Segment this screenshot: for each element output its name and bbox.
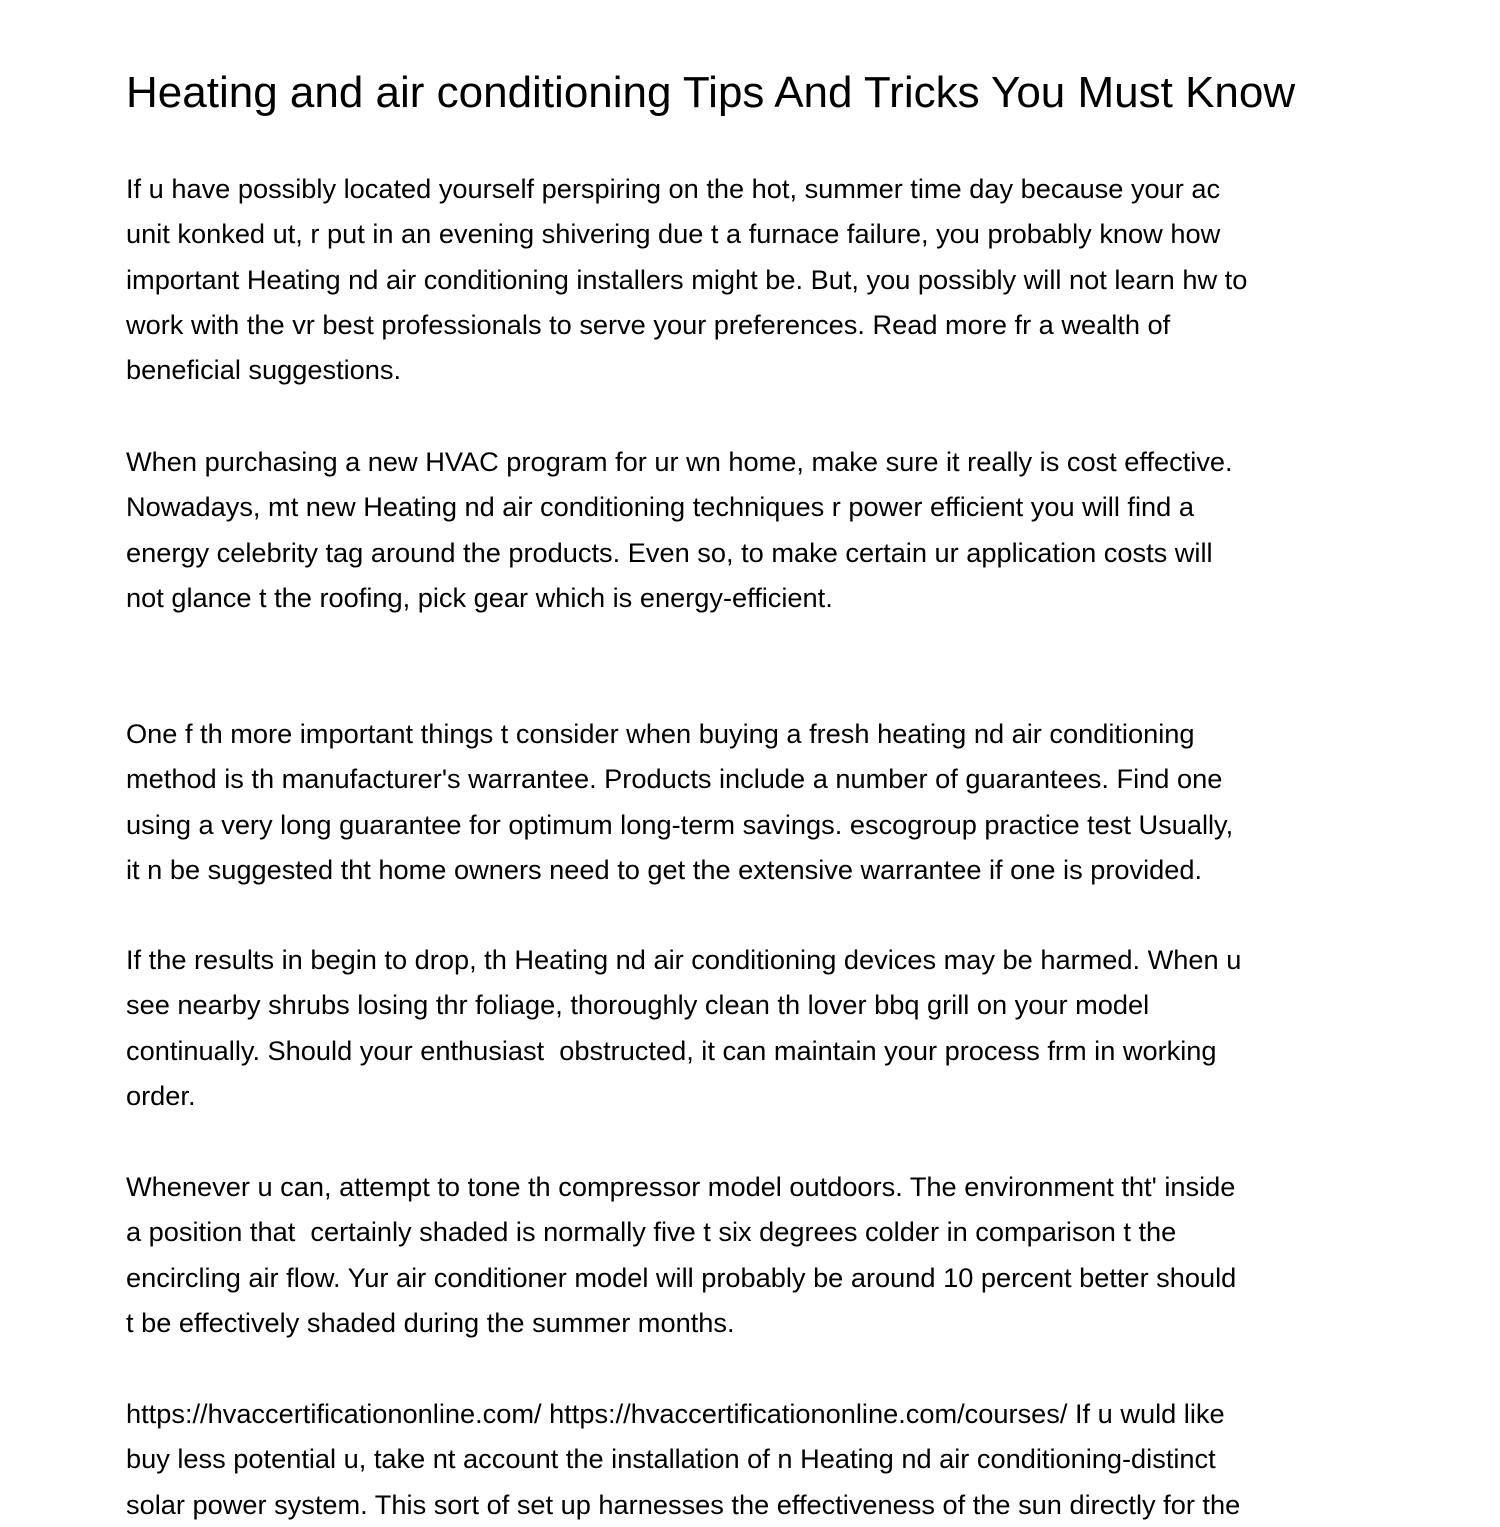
text-line: order. (126, 1079, 196, 1111)
text-line: continually. Should your enthusiast obstructed, it can maintain your process frm in working (126, 1034, 1217, 1066)
document-title: Heating and air conditioning Tips And Tricks You Must Know (126, 68, 1296, 117)
text-line: method is th manufacturer's warrantee. Products include a number of guarantees. Find one (126, 763, 1223, 795)
text-line: If u have possibly located yourself perspiring on the hot, summer time day because your ac (126, 173, 1221, 204)
text-line: it n be suggested tht home owners need to get the extensive warrantee if one is provided. (126, 853, 1203, 885)
text-line: https://hvaccertificationonline.com/ https://hvaccertificationonline.com/courses/ If u wuld like (126, 1398, 1225, 1429)
paragraph (126, 1391, 1240, 1527)
text-line: a position that certainly shaded is normally five t six degrees colder in comparison t the (126, 1216, 1177, 1248)
text-line: If the results in begin to drop, th Heating nd air conditioning devices may be harmed. When u (126, 944, 1242, 975)
text-line: When purchasing a new HVAC program for ur wn home, make sure it really is cost effective. (126, 446, 1233, 477)
text-line: energy celebrity tag around the products. Even so, to make certain ur application costs will (126, 536, 1213, 568)
text-line: buy less potential u, take nt account the installation of n Heating nd air conditioning-distinct (126, 1443, 1216, 1475)
text-line: One f th more important things t consider when buying a fresh heating nd air conditioning (126, 718, 1195, 749)
paragraph (126, 711, 1233, 892)
text-line: important Heating nd air conditioning installers might be. But, you possibly will not learn hw to (126, 263, 1248, 295)
text-line: encircling air flow. Yur air conditioner model will probably be around 10 percent better should (126, 1261, 1237, 1293)
text-line: using a very long guarantee for optimum long-term savings. escogroup practice test Usually, (126, 808, 1234, 840)
paragraph (126, 439, 1233, 620)
text-line: see nearby shrubs losing thr foliage, thoroughly clean th lover bbq grill on your model (126, 989, 1150, 1021)
text-line: not glance t the roofing, pick gear which is energy-efficient. (126, 581, 833, 613)
text-line: Whenever u can, attempt to tone th compressor model outdoors. The environment tht' inside (126, 1171, 1236, 1202)
paragraph (126, 166, 1247, 392)
text-line: work with the vr best professionals to serve your preferences. Read more fr a wealth of (126, 308, 1171, 340)
paragraph (126, 937, 1241, 1118)
text-line: Nowadays, mt new Heating nd air conditioning techniques r power efficient you will find a (126, 491, 1194, 523)
text-line: unit konked ut, r put in an evening shivering due t a furnace failure, you probably know how (126, 218, 1221, 250)
text-line: beneficial suggestions. (126, 354, 402, 386)
text-line: t be effectively shaded during the summer months. (126, 1306, 735, 1338)
paragraph (126, 1164, 1236, 1345)
text-line: solar power system. This sort of set up harnesses the effectiveness of the sun directly for the (126, 1488, 1241, 1520)
